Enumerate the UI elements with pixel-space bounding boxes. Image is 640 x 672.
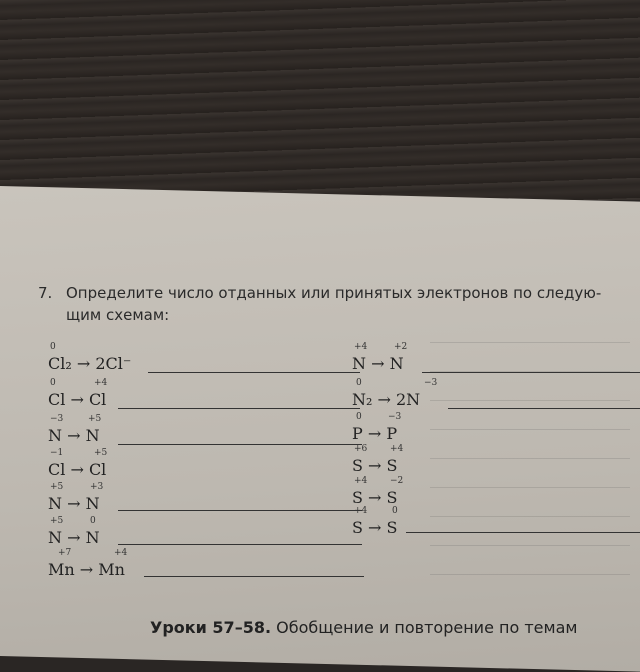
scheme-formula: S → S — [352, 488, 398, 507]
scheme-formula: N → N — [352, 354, 404, 373]
task-text-line2: щим схемам: — [66, 306, 170, 324]
oxidation-state: +5 — [50, 482, 64, 492]
oxidation-state: +7 — [58, 548, 72, 558]
oxidation-state: 0 — [50, 342, 56, 352]
answer-blank[interactable] — [448, 408, 640, 409]
answer-blank[interactable] — [118, 408, 360, 409]
oxidation-state: −1 — [50, 448, 64, 458]
answer-blank[interactable] — [406, 532, 640, 533]
scheme-formula: Mn → Mn — [48, 560, 125, 579]
oxidation-state: +4 — [354, 342, 368, 352]
lesson-title: Обобщение и повторение по темам — [271, 618, 578, 637]
oxidation-state: 0 — [392, 506, 398, 516]
oxidation-state: −2 — [390, 476, 404, 486]
scheme-formula: S → S — [352, 518, 398, 537]
scheme-formula: Cl₂ → 2Cl⁻ — [48, 354, 132, 373]
oxidation-state: +4 — [354, 506, 368, 516]
scheme-formula: N → N — [48, 528, 100, 547]
wooden-table-background — [0, 0, 640, 200]
answer-blank[interactable] — [422, 372, 640, 373]
answer-blank[interactable] — [148, 372, 360, 373]
scheme-formula: S → S — [352, 456, 398, 475]
scheme-formula: N → N — [48, 426, 100, 445]
scheme-formula: N₂ → 2N — [352, 390, 421, 409]
oxidation-state: +6 — [354, 444, 368, 454]
lesson-number: Уроки 57–58. — [150, 618, 272, 637]
oxidation-state: +4 — [354, 476, 368, 486]
oxidation-state: +4 — [390, 444, 404, 454]
lesson-heading — [150, 618, 577, 637]
oxidation-state: 0 — [356, 378, 362, 388]
task-text-line1: Определите число отданных или принятых электронов по следую- — [66, 284, 602, 302]
scheme-formula: Cl → Cl — [48, 390, 107, 409]
oxidation-state: 0 — [90, 516, 96, 526]
task-number: 7. — [38, 284, 53, 302]
bleed-through-text — [430, 320, 630, 620]
oxidation-state: −3 — [50, 414, 64, 424]
oxidation-state: +2 — [394, 342, 408, 352]
scheme-formula: P → P — [352, 424, 398, 443]
scheme-formula: Cl → Cl — [48, 460, 107, 479]
answer-blank[interactable] — [118, 510, 362, 511]
oxidation-state: +5 — [88, 414, 102, 424]
oxidation-state: +5 — [94, 448, 108, 458]
oxidation-state: −3 — [388, 412, 402, 422]
answer-blank[interactable] — [118, 444, 362, 445]
oxidation-state: 0 — [356, 412, 362, 422]
oxidation-state: −3 — [424, 378, 438, 388]
answer-blank[interactable] — [144, 576, 364, 577]
oxidation-state: +4 — [114, 548, 128, 558]
oxidation-state: +4 — [94, 378, 108, 388]
task-statement — [38, 282, 638, 326]
scheme-formula: N → N — [48, 494, 100, 513]
oxidation-state: +3 — [90, 482, 104, 492]
oxidation-state: +5 — [50, 516, 64, 526]
oxidation-state: 0 — [50, 378, 56, 388]
answer-blank[interactable] — [118, 544, 362, 545]
